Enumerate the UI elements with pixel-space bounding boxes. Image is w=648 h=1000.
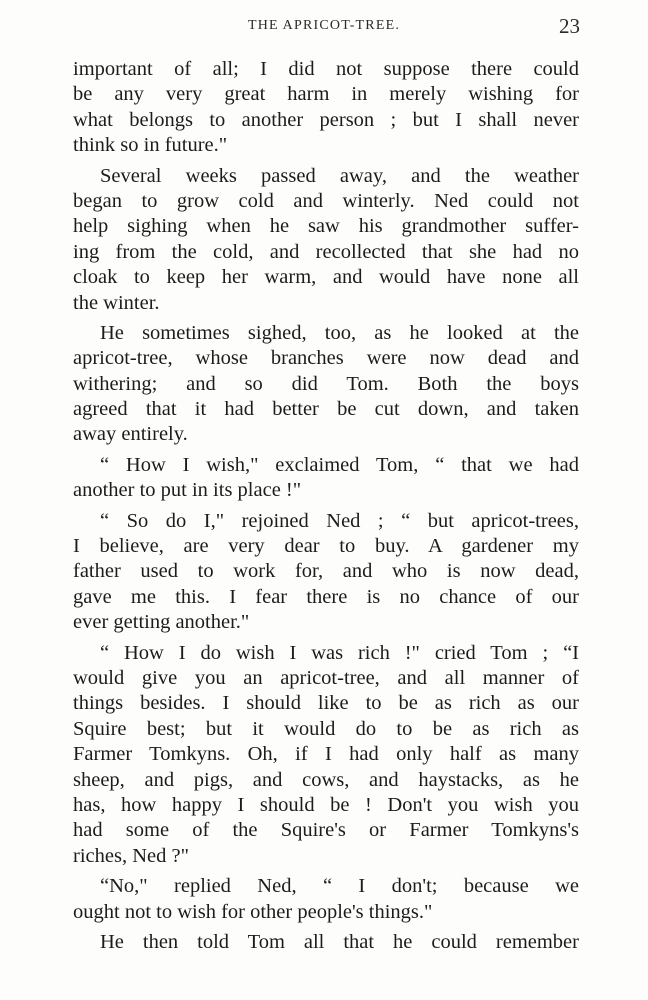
- page-header: [0, 14, 648, 44]
- running-title: THE APRICOT-TREE.: [247, 18, 401, 33]
- text-line: withering; and so did Tom. Both the boys: [73, 372, 579, 395]
- text-line: think so in future.": [73, 134, 228, 157]
- text-line: gave me this. I fear there is no chance of our: [73, 585, 579, 608]
- text-line: “ How I wish," exclaimed Tom, “ that we had: [100, 453, 579, 476]
- text-line: ought not to wish for other people's things.": [73, 900, 433, 923]
- text-line: had some of the Squire's or Farmer Tomkyns's: [73, 819, 579, 842]
- text-line: riches, Ned ?": [73, 844, 189, 867]
- text-line: things besides. I should like to be as rich as our: [73, 692, 579, 715]
- text-line: He sometimes sighed, too, as he looked at the: [100, 321, 579, 344]
- text-line: the winter.: [73, 291, 160, 314]
- text-line: has, how happy I should be ! Don't you wish you: [73, 793, 579, 816]
- text-line: important of all; I did not suppose there could: [73, 58, 579, 80]
- text-line: I believe, are very dear to buy. A gardener my: [73, 535, 579, 558]
- text-line: another to put in its place !": [73, 479, 302, 502]
- text-line: Several weeks passed away, and the weather: [100, 164, 579, 187]
- text-line: agreed that it had better be cut down, and taken: [73, 398, 579, 421]
- text-line: sheep, and pigs, and cows, and haystacks, as he: [73, 768, 579, 791]
- text-line: ever getting another.": [73, 611, 250, 634]
- text-line: help sighing when he saw his grandmother suffer-: [73, 215, 579, 238]
- text-line: began to grow cold and winterly. Ned could not: [73, 189, 579, 212]
- text-line: “ How I do wish I was rich !" cried Tom ; “I: [100, 641, 579, 664]
- text-line: Squire best; but it would do to be as rich as: [73, 717, 579, 740]
- body-text: [73, 57, 579, 955]
- text-line: “No," replied Ned, “ I don't; because we: [100, 875, 579, 898]
- text-line: what belongs to another person ; but I shall never: [73, 108, 579, 131]
- text-line: Farmer Tomkyns. Oh, if I had only half as many: [73, 743, 579, 766]
- text-line: be any very great harm in merely wishing for: [73, 83, 579, 106]
- page-number: 23: [559, 14, 580, 38]
- text-line: “ So do I," rejoined Ned ; “ but apricot-trees,: [100, 509, 579, 532]
- text-line: away entirely.: [73, 423, 188, 446]
- text-line: apricot-tree, whose branches were now dead and: [73, 347, 579, 370]
- text-line: would give you an apricot-tree, and all manner of: [73, 666, 579, 689]
- text-line: ing from the cold, and recollected that she had no: [73, 240, 579, 263]
- text-line: father used to work for, and who is now dead,: [73, 560, 579, 583]
- text-line: He then told Tom all that he could remember: [100, 930, 579, 953]
- text-line: cloak to keep her warm, and would have none all: [73, 266, 579, 289]
